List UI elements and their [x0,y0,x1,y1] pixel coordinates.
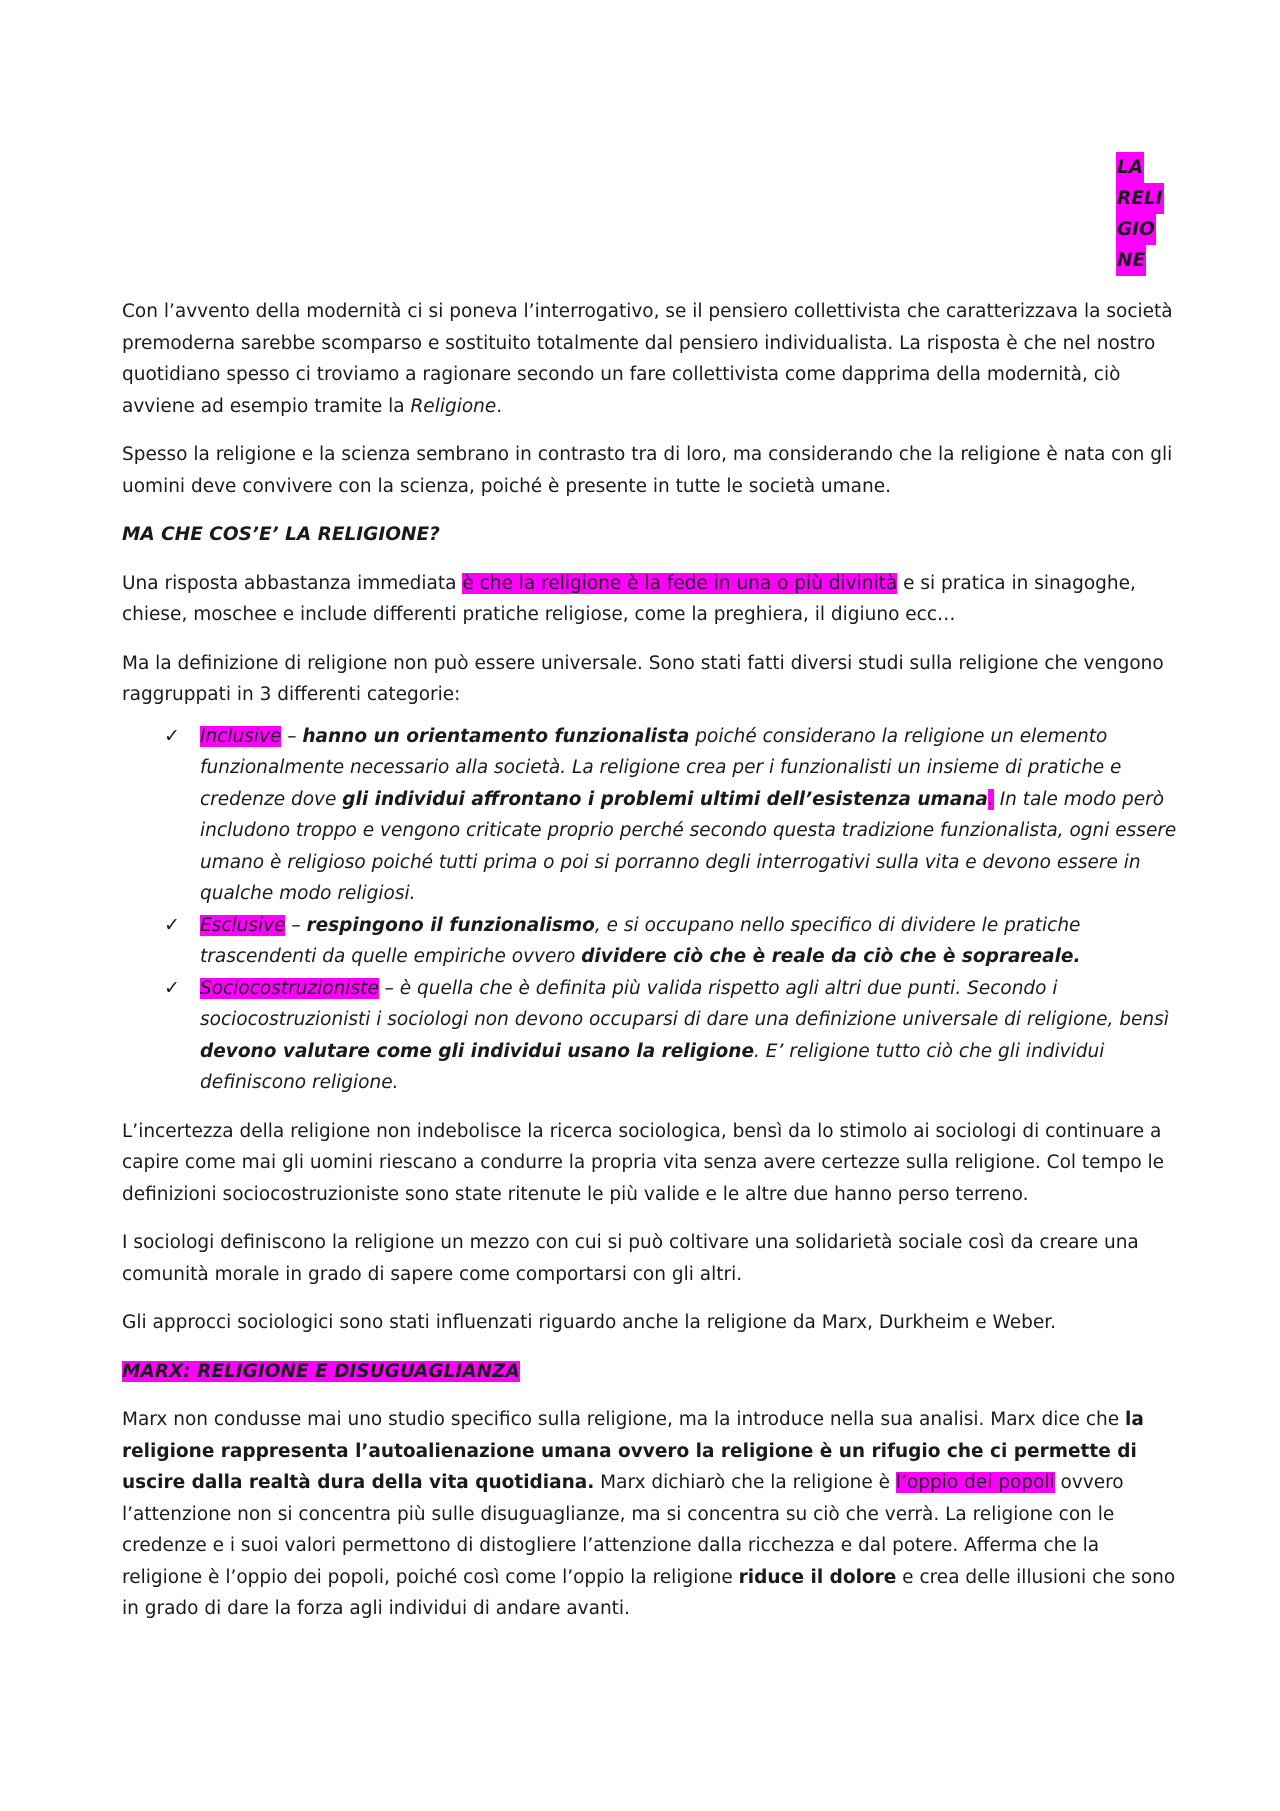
list-item-esclusive: ✓ Esclusive – respingono il funzionalismo, e si occupano nello specifico di dividere le pratiche trascendenti da quelle empiriche ovvero dividere ciò che è reale da ciò che è soprareale. [122,910,1182,973]
category-name: Sociocostruzioniste [200,977,379,999]
intro-paragraph: Con l’avvento della modernità ci si poneva l’interrogativo, se il pensiero collettivista che caratterizzava la società premoderna sarebbe scomparso e sostituito totalmente dal pensiero individualista. La risposta è che nel nostro quotidiano spesso ci troviamo a ragionare secondo un fare collettivista come dapprima della modernità, ciò avviene ad esempio tramite la Religione. [122,301,1173,417]
solidarity-paragraph: I sociologi definiscono la religione un mezzo con cui si può coltivare una solidarietà sociale così da creare una comunità morale in grado di sapere come comportarsi con gli altri. [122,1232,1139,1285]
title-line: NE [1116,245,1146,276]
section-heading-marx: MARX: RELIGIONE E DISUGUAGLIANZA [122,1360,520,1382]
checkmark-icon: ✓ [164,976,180,999]
highlighted-definition: è che la religione è la fede in una o più divinità [462,572,898,594]
section-heading-religion: MA CHE COS’E’ LA RELIGIONE? [122,524,440,545]
intro-paragraph-2: Spesso la religione e la scienza sembrano in contrasto tra di loro, ma considerando che la religione è nata con gli uomini deve convivere con la scienza, poiché è presente in tutte le società umane. [122,444,1173,497]
definition-paragraph: Una risposta abbastanza immediata è che la religione è la fede in una o più divinità e si pratica in sinagoghe, chiese, moschee e include differenti pratiche religiose, come la preghiera, il digiuno ecc… [122,572,1136,625]
marx-paragraph: Marx non condusse mai uno studio specifico sulla religione, ma la introduce nella sua analisi. Marx dice che la religione rappresenta l’autoalienazione umana ovvero la religione è un rifugio che ci permette di uscire dalla realtà dura della vita quotidiana. Marx dichiarò che la religione è l’oppio dei popoli ovvero l’attenzione non si concentra più sulle disuguaglianze, ma si concentra su ciò che verrà. La religione con le credenze e i suoi valori permettono di distogliere l’attenzione dalla ricchezza e dal potere. Afferma che la religione è l’oppio dei popoli, poiché così come l’oppio la religione riduce il dolore e crea delle illusioni che sono in grado di dare la forza agli individui di andare avanti. [122,1409,1176,1619]
title-line: LA [1116,152,1144,183]
approaches-paragraph: Gli approcci sociologici sono stati influenzati riguardo anche la religione da Marx, Durkheim e Weber. [122,1312,1057,1333]
category-name: Inclusive [200,725,282,747]
document-body [122,296,1182,1642]
category-list [122,721,1182,1099]
categories-intro: Ma la definizione di religione non può essere universale. Sono stati fatti diversi studi sulla religione che vengono raggruppati in 3 differenti categorie: [122,652,1164,705]
category-name: Esclusive [200,914,286,936]
title-line: RELI [1116,183,1164,214]
checkmark-icon: ✓ [164,913,180,936]
title-line: GIO [1116,214,1156,245]
uncertainty-paragraph: L’incertezza della religione non indebolisce la ricerca sociologica, bensì da lo stimolo ai sociologi di continuare a capire come mai gli uomini riescano a condurre la propria vita senza avere certezze sulla religione. Col tempo le definizioni sociocostruzioniste sono state ritenute le più valide e le altre due hanno perso terreno. [122,1120,1165,1205]
highlighted-oppio: l’oppio dei popoli [895,1472,1055,1493]
checkmark-icon: ✓ [164,724,180,747]
list-item-inclusive: ✓ Inclusive – hanno un orientamento funzionalista poiché considerano la religione un elemento funzionalmente necessario alla società. La religione crea per i funzionalisti un insieme di pratiche e credenze dove gli individui affrontano i problemi ultimi dell’esistenza umana. In tale modo però includono troppo e vengono criticate proprio perché secondo questa tradizione funzionalista, ogni essere umano è religioso poiché tutti prima o poi si porranno degli interrogativi sulla vita e devono essere in qualche modo religiosi. [122,721,1182,910]
document-title [1116,152,1163,276]
emphasis-religione: Religione [410,395,497,417]
list-item-sociocostruzioniste: ✓ Sociocostruzioniste – è quella che è definita più valida rispetto agli altri due punti. Secondo i sociocostruzionisti i sociologi non devono occuparsi di dare una definizione universale di religione, bensì devono valutare come gli individui usano la religione. E’ religione tutto ciò che gli individui definiscono religione. [122,973,1182,1099]
